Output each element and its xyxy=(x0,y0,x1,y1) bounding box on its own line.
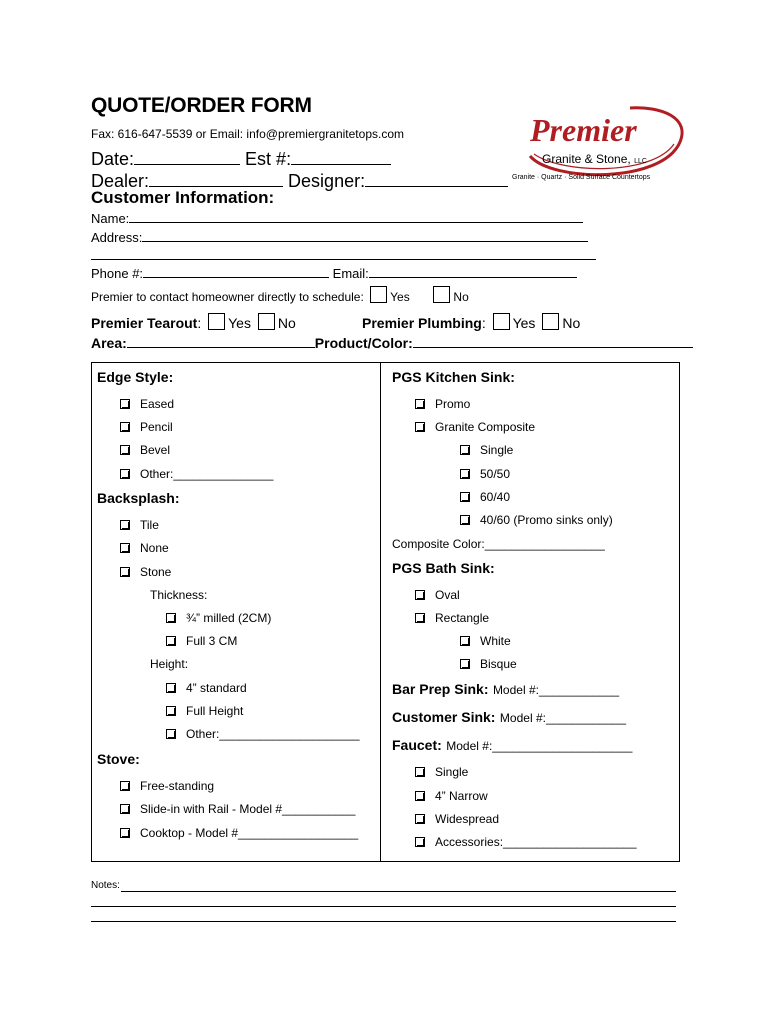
checkbox-icon xyxy=(460,515,470,525)
contact-info: Fax: 616-647-5539 or Email: info@premiergranitetops.com xyxy=(91,127,404,141)
thickness-2cm[interactable]: ¾” milled (2CM) xyxy=(166,611,271,625)
checkbox-icon xyxy=(415,613,425,623)
composite-50-50[interactable]: 50/50 xyxy=(460,467,510,481)
composite-40-60[interactable]: 40/60 (Promo sinks only) xyxy=(460,513,613,527)
tearout-no-checkbox[interactable] xyxy=(258,313,275,330)
contact-no-checkbox[interactable] xyxy=(433,286,450,303)
checkbox-icon xyxy=(166,729,176,739)
height-label: Height: xyxy=(150,657,189,671)
faucet-row[interactable]: Faucet: Model #:_____________________ xyxy=(392,737,633,753)
thickness-3cm[interactable]: Full 3 CM xyxy=(166,634,237,648)
stove-cooktop[interactable]: Cooktop - Model #__________________ xyxy=(120,826,358,840)
checkbox-icon xyxy=(460,492,470,502)
rect-white[interactable]: White xyxy=(460,634,511,648)
stove-free-standing[interactable]: Free-standing xyxy=(120,779,214,793)
name-row: Name: xyxy=(91,209,583,226)
customer-heading: Customer Information: xyxy=(91,188,275,207)
stove-heading: Stove: xyxy=(97,751,140,767)
checkbox-icon xyxy=(415,590,425,600)
height-other[interactable]: Other:_____________________ xyxy=(166,727,360,741)
notes-line-2[interactable] xyxy=(91,906,676,907)
checkbox-icon xyxy=(120,399,130,409)
checkbox-icon xyxy=(415,791,425,801)
faucet-narrow[interactable]: 4” Narrow xyxy=(415,789,488,803)
thickness-label: Thickness: xyxy=(150,588,208,602)
checkbox-icon xyxy=(415,767,425,777)
phone-field[interactable] xyxy=(143,264,329,278)
notes-line-1[interactable] xyxy=(121,891,676,892)
logo-sub: Granite & Stone, LLC xyxy=(542,152,647,166)
address-row: Address: xyxy=(91,228,588,245)
bath-sink-heading: PGS Bath Sink: xyxy=(392,560,495,576)
plumbing-yes-checkbox[interactable] xyxy=(493,313,510,330)
checkbox-icon xyxy=(120,567,130,577)
address-field[interactable] xyxy=(142,228,588,242)
kitchen-promo[interactable]: Promo xyxy=(415,397,470,411)
backsplash-tile[interactable]: Tile xyxy=(120,518,159,532)
date-row xyxy=(91,146,391,170)
checkbox-icon xyxy=(120,422,130,432)
edge-style-heading: Edge Style: xyxy=(97,369,174,385)
kitchen-granite-composite[interactable]: Granite Composite xyxy=(415,420,535,434)
checkbox-icon xyxy=(415,399,425,409)
date-field[interactable] xyxy=(134,146,240,165)
tearout-yes-checkbox[interactable] xyxy=(208,313,225,330)
checkbox-icon xyxy=(120,828,130,838)
area-product-row: Area: Product/Color: xyxy=(91,333,693,351)
plumbing-row: Premier Plumbing: Yes No xyxy=(362,315,581,331)
email-field[interactable] xyxy=(369,264,577,278)
checkbox-icon xyxy=(166,683,176,693)
rect-bisque[interactable]: Bisque xyxy=(460,657,517,671)
edge-pencil[interactable]: Pencil xyxy=(120,420,173,434)
stove-slide-in[interactable]: Slide-in with Rail - Model #___________ xyxy=(120,802,355,816)
checkbox-icon xyxy=(120,781,130,791)
checkbox-icon xyxy=(166,706,176,716)
height-full[interactable]: Full Height xyxy=(166,704,243,718)
date-label: Date: xyxy=(91,149,135,169)
premier-logo xyxy=(512,104,692,188)
tearout-row: Premier Tearout: Yes No xyxy=(91,315,296,331)
checkbox-icon xyxy=(460,469,470,479)
composite-color[interactable]: Composite Color:__________________ xyxy=(392,537,605,551)
faucet-accessories[interactable]: Accessories:____________________ xyxy=(415,835,637,849)
dealer-field[interactable] xyxy=(149,168,283,187)
checkbox-icon xyxy=(120,520,130,530)
faucet-single[interactable]: Single xyxy=(415,765,468,779)
height-4in[interactable]: 4” standard xyxy=(166,681,247,695)
checkbox-icon xyxy=(415,837,425,847)
checkbox-icon xyxy=(460,659,470,669)
address-line-2[interactable] xyxy=(91,259,596,260)
composite-60-40[interactable]: 60/40 xyxy=(460,490,510,504)
area-field[interactable] xyxy=(127,333,315,348)
name-field[interactable] xyxy=(129,209,583,223)
checkbox-icon xyxy=(166,613,176,623)
checkbox-icon xyxy=(166,636,176,646)
checkbox-icon xyxy=(460,636,470,646)
product-color-field[interactable] xyxy=(413,333,693,348)
checkbox-icon xyxy=(120,445,130,455)
customer-sink-row[interactable]: Customer Sink: Model #:____________ xyxy=(392,709,627,725)
edge-bevel[interactable]: Bevel xyxy=(120,443,170,457)
composite-single[interactable]: Single xyxy=(460,443,513,457)
backsplash-none[interactable]: None xyxy=(120,541,169,555)
plumbing-no-checkbox[interactable] xyxy=(542,313,559,330)
phone-email-row: Phone #: Email: xyxy=(91,264,577,281)
contact-schedule-row: Premier to contact homeowner directly to schedule: Yes No xyxy=(91,286,469,304)
logo-tagline: Granite · Quartz · Solid Surface Countertops xyxy=(512,174,651,181)
designer-field[interactable] xyxy=(365,168,508,187)
notes-line-3[interactable] xyxy=(91,921,676,922)
checkbox-icon xyxy=(415,814,425,824)
backsplash-stone[interactable]: Stone xyxy=(120,565,171,579)
est-label: Est #: xyxy=(245,149,292,169)
backsplash-heading: Backsplash: xyxy=(97,490,180,506)
checkbox-icon xyxy=(120,543,130,553)
kitchen-sink-heading: PGS Kitchen Sink: xyxy=(392,369,515,385)
bar-prep-row[interactable]: Bar Prep Sink: Model #:____________ xyxy=(392,681,620,697)
designer-label: Designer: xyxy=(288,171,366,191)
checkbox-icon xyxy=(460,445,470,455)
notes-label: Notes: xyxy=(91,880,120,891)
contact-yes-checkbox[interactable] xyxy=(370,286,387,303)
bath-oval[interactable]: Oval xyxy=(415,588,460,602)
form-title: QUOTE/ORDER FORM xyxy=(91,94,312,117)
edge-eased[interactable]: Eased xyxy=(120,397,174,411)
faucet-widespread[interactable]: Widespread xyxy=(415,812,499,826)
edge-other[interactable]: Other:_______________ xyxy=(120,467,273,481)
checkbox-icon xyxy=(120,804,130,814)
bath-rectangle[interactable]: Rectangle xyxy=(415,611,489,625)
est-field[interactable] xyxy=(291,146,391,165)
checkbox-icon xyxy=(415,422,425,432)
logo-name: Premier xyxy=(530,112,637,148)
dealer-label: Dealer: xyxy=(91,171,150,191)
checkbox-icon xyxy=(120,469,130,479)
options-divider xyxy=(380,362,381,862)
